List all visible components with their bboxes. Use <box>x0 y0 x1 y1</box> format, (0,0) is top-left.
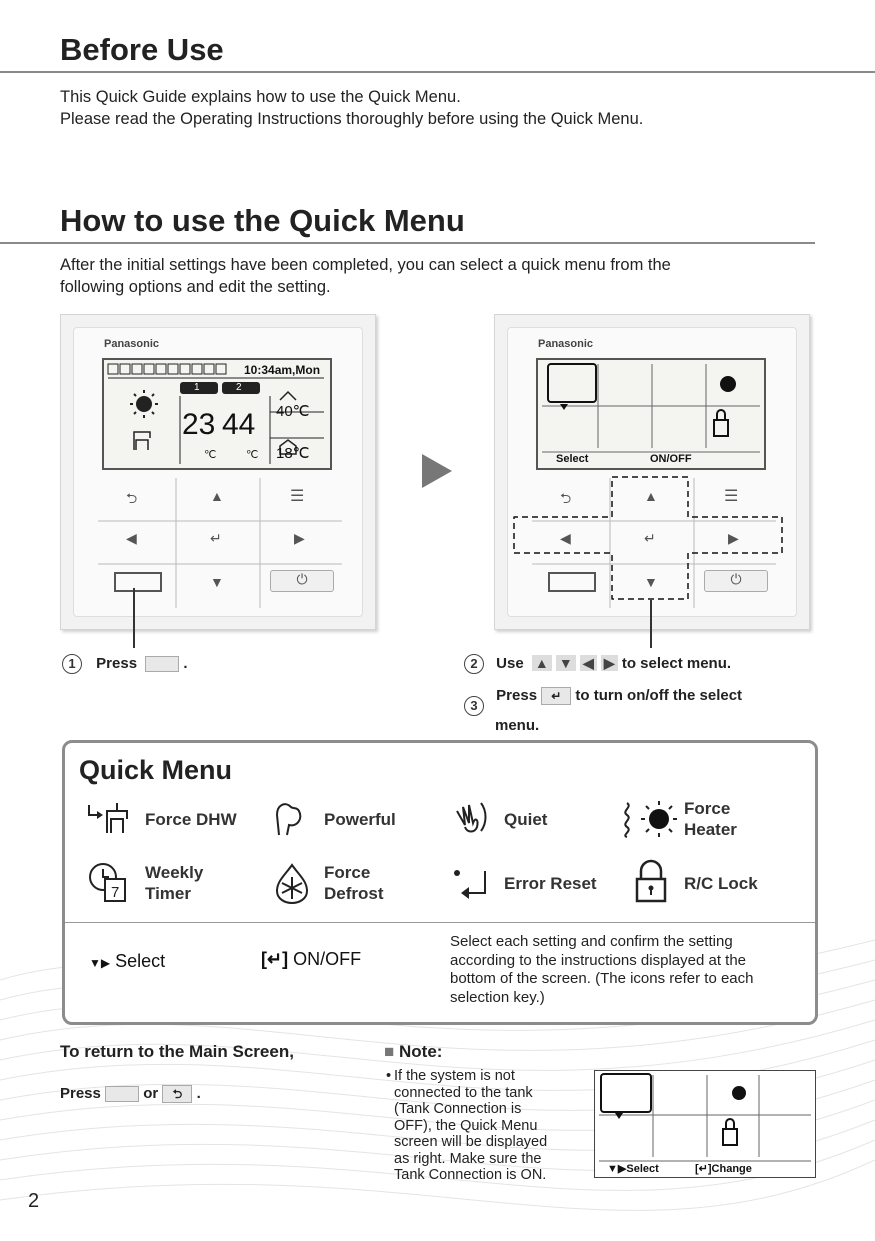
page-number: 2 <box>28 1190 40 1212</box>
desc-line-1: Select each setting and confirm the setting <box>450 933 733 950</box>
remote-controller-main <box>60 314 376 630</box>
menu-button[interactable]: ☰ <box>290 488 305 505</box>
rc-lock-icon <box>633 859 669 903</box>
step-1 <box>62 654 188 674</box>
menu-button-right[interactable]: ☰ <box>724 488 739 505</box>
note-line-4: OFF), the Quick Menu <box>394 1117 538 1134</box>
left-button-right[interactable]: ◀ <box>560 530 571 546</box>
return-back-key-icon: ⮌ <box>162 1085 192 1103</box>
return-heading: To return to the Main Screen, <box>60 1042 294 1061</box>
quick-menu-title: Quick Menu <box>79 755 233 785</box>
how-to-text-1: After the initial settings have been completed, you can select a quick menu from the <box>60 256 671 274</box>
force-defrost-label-2: Defrost <box>324 884 384 903</box>
desc-line-4: selection key.) <box>450 988 545 1006</box>
note-lcd-select: ▼▶Select <box>607 1163 659 1175</box>
return-end: . <box>196 1085 201 1102</box>
up-key-icon: ▲ <box>532 655 552 671</box>
quick-menu-divider <box>65 922 815 923</box>
select-key-label: Select <box>115 951 166 971</box>
step-2-number: 2 <box>464 654 484 674</box>
force-defrost-label <box>324 862 384 904</box>
zone-1-tab: 1 <box>194 382 200 393</box>
force-defrost-label-1: Force <box>324 863 371 882</box>
zone-2-unit: ℃ <box>246 449 259 461</box>
return-press: Press <box>60 1085 101 1102</box>
back-button-right[interactable]: ⮌ <box>560 490 572 506</box>
note-lcd-select-text: Select <box>626 1163 659 1175</box>
force-dhw-label: Force DHW <box>145 810 237 829</box>
force-defrost-icon <box>269 861 315 905</box>
weekly-timer-icon <box>87 861 131 905</box>
quiet-icon <box>451 799 491 837</box>
force-heater-label-1: Force <box>684 799 731 818</box>
weekly-timer-label-2: Timer <box>145 884 191 903</box>
onoff-key-label: ON/OFF <box>293 949 362 969</box>
error-reset-label: Error Reset <box>504 874 597 893</box>
next-arrow-icon <box>420 452 454 490</box>
note-lcd-change: [↵]Change <box>695 1163 752 1175</box>
lcd-quick-menu-grid <box>538 360 764 468</box>
step-3-end: to turn on/off the select <box>575 687 743 704</box>
zone-1-unit: ℃ <box>204 449 217 461</box>
note-lcd-change-text: Change <box>711 1163 752 1175</box>
right-button[interactable]: ▶ <box>294 530 305 546</box>
select-key-legend <box>89 951 165 972</box>
zone-1-temperature: 23 <box>182 408 216 441</box>
heading-rule-2 <box>0 242 815 244</box>
lcd-main-screen <box>102 358 332 470</box>
note-line-1: If the system is not <box>394 1068 515 1084</box>
up-button[interactable]: ▲ <box>210 488 224 504</box>
step-1-number: 1 <box>62 654 82 674</box>
heading-rule <box>0 71 875 73</box>
quick-menu-panel <box>62 740 818 1025</box>
quick-menu-key-icon <box>145 656 179 672</box>
how-to-heading: How to use the Quick Menu <box>60 203 465 238</box>
lcd-onoff-hint: ON/OFF <box>650 453 692 465</box>
weekly-timer-label-1: Weekly <box>145 863 204 882</box>
callout-line-1 <box>133 588 135 648</box>
note-bullet: • <box>386 1068 392 1084</box>
enter-bracket-icon: [↵] <box>261 949 289 969</box>
select-arrows-icon: ▼▶ <box>89 956 111 970</box>
step-1-press: Press <box>96 655 138 672</box>
down-key-icon: ▼ <box>556 655 576 671</box>
return-quick-menu-key-icon <box>105 1086 139 1102</box>
up-button-right[interactable]: ▲ <box>644 488 658 504</box>
lcd-clock: 10:34am,Mon <box>244 363 321 377</box>
enter-button-right[interactable]: ↵ <box>644 530 656 546</box>
left-button[interactable]: ◀ <box>126 530 137 546</box>
tank-temperature: 40℃ <box>276 403 310 420</box>
note-line-2: connected to the tank <box>394 1084 533 1101</box>
note-square-icon: ■ <box>384 1042 395 1061</box>
error-reset-icon <box>451 863 491 903</box>
force-dhw-icon <box>83 797 137 837</box>
step-2-use: Use <box>496 655 524 672</box>
rc-lock-label: R/C Lock <box>684 874 758 893</box>
power-button-right[interactable]: ⏻ <box>704 570 768 592</box>
brand-logo: Panasonic <box>104 338 160 350</box>
enter-button[interactable]: ↵ <box>210 530 222 546</box>
onoff-key-legend <box>261 949 361 970</box>
force-heater-icon <box>619 797 679 839</box>
step-2 <box>464 654 731 674</box>
down-button-right[interactable]: ▼ <box>644 574 658 590</box>
return-instruction <box>60 1085 201 1103</box>
step-3-end-2: menu. <box>495 717 540 734</box>
step-3 <box>464 686 742 735</box>
desc-line-3: bottom of the screen. (The icons refer to each <box>450 970 754 987</box>
right-key-icon: ▶ <box>601 655 618 671</box>
desc-line-2: according to the instructions displayed at the <box>450 951 747 969</box>
note-heading <box>384 1042 442 1062</box>
power-button[interactable]: ⏻ <box>270 570 334 592</box>
powerful-icon <box>271 797 311 839</box>
note-heading-text: Note: <box>399 1042 443 1061</box>
back-button[interactable]: ⮌ <box>126 490 138 506</box>
note-lcd-screen <box>594 1070 816 1178</box>
force-heater-label-2: Heater <box>684 820 737 839</box>
right-button-right[interactable]: ▶ <box>728 530 739 546</box>
left-key-icon: ◀ <box>580 655 597 671</box>
zone-2-temperature: 44 <box>222 408 256 441</box>
lcd-quick-menu-screen <box>536 358 766 470</box>
before-use-text-1: This Quick Guide explains how to use the Quick Menu. <box>60 88 461 106</box>
note-line-5: screen will be displayed <box>394 1134 548 1150</box>
before-use-text-2: Please read the Operating Instructions thoroughly before using the Quick Menu. <box>60 110 644 128</box>
quick-menu-description <box>450 933 754 1007</box>
down-button[interactable]: ▼ <box>210 574 224 590</box>
return-or: or <box>143 1085 159 1102</box>
force-heater-label <box>684 798 737 840</box>
callout-line-2 <box>650 600 652 648</box>
note-line-6: as right. Make sure the <box>394 1150 542 1167</box>
note-line-7: Tank Connection is ON. <box>394 1167 547 1183</box>
note-line-3: (Tank Connection is <box>394 1101 522 1117</box>
arrow-keys-highlight <box>510 475 786 605</box>
svg-text:7: 7 <box>111 884 120 901</box>
powerful-label: Powerful <box>324 810 396 829</box>
step-2-end: to select menu. <box>621 655 732 672</box>
brand-logo-right: Panasonic <box>538 338 594 350</box>
lcd-select-hint: Select <box>556 453 589 465</box>
quick-menu-button[interactable] <box>114 572 162 592</box>
step-3-number: 3 <box>464 696 484 716</box>
quiet-label: Quiet <box>504 810 548 829</box>
how-to-text-2: following options and edit the setting. <box>60 278 331 296</box>
step-3-press: Press <box>496 687 538 704</box>
before-use-heading: Before Use <box>60 32 224 67</box>
outdoor-temperature: 18℃ <box>276 445 310 462</box>
step-1-end: . <box>183 655 188 672</box>
enter-key-icon: ↵ <box>541 687 571 705</box>
note-text <box>386 1068 547 1184</box>
weekly-timer-label <box>145 862 203 904</box>
zone-2-tab: 2 <box>236 382 242 393</box>
